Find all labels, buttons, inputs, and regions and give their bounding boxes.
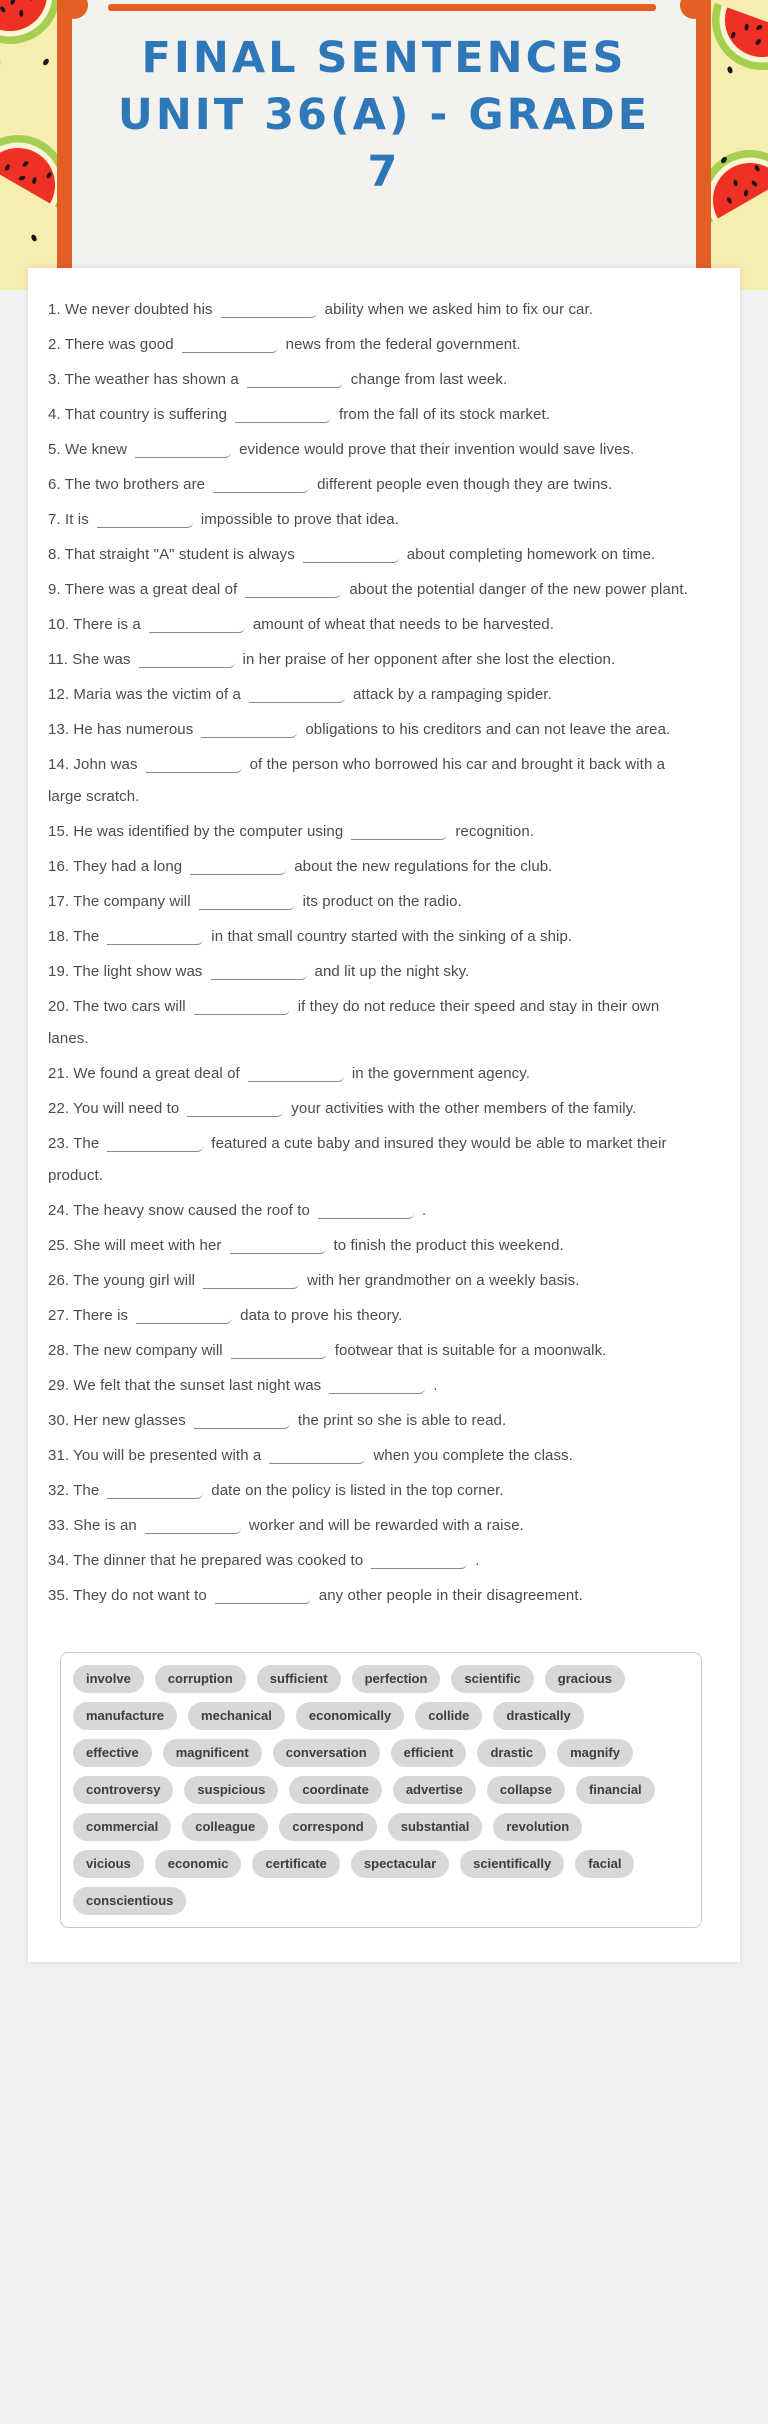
sentence-text-pre: 10. There is a [48, 616, 141, 633]
sentence-text-pre: 23. The [48, 1135, 100, 1152]
sentence [48, 539, 700, 571]
frame-bar-left [57, 0, 72, 290]
word-bank-row [73, 1702, 691, 1730]
sentence [48, 1370, 700, 1402]
sentence-text-post: its product on the radio. [302, 893, 462, 910]
sentence-text-post: attack by a rampaging spider. [352, 686, 552, 703]
sentence-text-post: to finish the product this weekend. [333, 1237, 564, 1254]
sentence-text-pre: 32. The [48, 1482, 100, 1499]
sentence [48, 364, 700, 396]
sentence-text-post: impossible to prove that idea. [200, 511, 399, 528]
answer-blank[interactable] [182, 336, 278, 353]
answer-blank[interactable] [249, 686, 345, 703]
sentence-text-post: the print so she is able to read. [297, 1412, 507, 1429]
word-bank-row [73, 1739, 691, 1767]
word-chip[interactable]: corruption [155, 1665, 246, 1693]
answer-blank[interactable] [203, 1272, 299, 1289]
sentence [48, 469, 700, 501]
sentence-text-pre: 24. The heavy snow caused the roof to [48, 1202, 310, 1219]
word-chip[interactable]: involve [73, 1665, 144, 1693]
answer-blank[interactable] [215, 1587, 311, 1604]
sentence-text-post: different people even though they are twins. [317, 476, 613, 493]
sentence-text-post: featured a cute baby and insured they would be able to market their product. [48, 1135, 667, 1184]
title-line-3: 7 [367, 147, 401, 197]
word-chip[interactable]: controversy [73, 1776, 173, 1804]
word-chip[interactable]: colleague [182, 1813, 268, 1841]
answer-blank[interactable] [107, 1135, 203, 1152]
answer-blank[interactable] [351, 823, 447, 840]
sentence [48, 1545, 700, 1577]
word-bank-row [73, 1665, 691, 1693]
sentence-text-pre: 31. You will be presented with a [48, 1447, 262, 1464]
sentence-list [48, 294, 718, 1612]
answer-blank[interactable] [135, 441, 231, 458]
sentence-text-pre: 8. That straight "A" student is always [48, 546, 295, 563]
sentence [48, 1510, 700, 1542]
sentence [48, 1440, 700, 1472]
word-chip[interactable]: economically [296, 1702, 404, 1730]
word-chip[interactable]: advertise [393, 1776, 476, 1804]
sentence [48, 609, 700, 641]
word-chip[interactable]: commercial [73, 1813, 171, 1841]
sentence-text-post: in that small country started with the sinking of a ship. [211, 928, 573, 945]
answer-blank[interactable] [318, 1202, 414, 1219]
answer-blank[interactable] [269, 1447, 365, 1464]
sentence [48, 679, 700, 711]
sentence-text-pre: 17. The company will [48, 893, 191, 910]
sentence-text-post: in the government agency. [351, 1065, 530, 1082]
sentence-text-post: if they do not reduce their speed and stay in their own lanes. [48, 998, 660, 1047]
sentence [48, 399, 700, 431]
sentence-text-pre: 29. We felt that the sunset last night was [48, 1377, 322, 1394]
sentence-text-pre: 5. We knew [48, 441, 128, 458]
sentence-text-pre: 26. The young girl will [48, 1272, 196, 1289]
sentence-text-post: ability when we asked him to fix our car. [324, 301, 594, 318]
answer-blank[interactable] [213, 476, 309, 493]
sentence-text-post: your activities with the other members of the family. [291, 1100, 637, 1117]
watermelon-pattern-left-icon [0, 0, 58, 290]
sentence-text-pre: 16. They had a long [48, 858, 183, 875]
word-chip[interactable]: magnificent [163, 1739, 262, 1767]
sentence-text-post: amount of wheat that needs to be harvested. [252, 616, 555, 633]
answer-blank[interactable] [146, 756, 242, 773]
sentence-text-pre: 18. The [48, 928, 100, 945]
frame-bar-right [696, 0, 711, 290]
sentence-text-pre: 30. Her new glasses [48, 1412, 186, 1429]
sentence-text-pre: 20. The two cars will [48, 998, 186, 1015]
word-bank [60, 1652, 702, 1928]
answer-blank[interactable] [149, 616, 245, 633]
answer-blank[interactable] [221, 301, 317, 318]
sentence [48, 294, 700, 326]
word-chip[interactable]: sufficient [257, 1665, 341, 1693]
sentence-text-post: about the potential danger of the new power plant. [349, 581, 688, 598]
sentence-text-pre: 13. He has numerous [48, 721, 194, 738]
sentence-text-post: about completing homework on time. [406, 546, 656, 563]
sentence-text-pre: 3. The weather has shown a [48, 371, 239, 388]
word-bank-row [73, 1813, 691, 1841]
word-chip[interactable]: scientific [451, 1665, 533, 1693]
word-chip[interactable]: gracious [545, 1665, 625, 1693]
answer-blank[interactable] [136, 1307, 232, 1324]
sentence [48, 851, 700, 883]
answer-blank[interactable] [248, 1065, 344, 1082]
word-chip[interactable]: conversation [273, 1739, 380, 1767]
sentence-text-post: in her praise of her opponent after she lost the election. [242, 651, 616, 668]
word-chip[interactable]: mechanical [188, 1702, 285, 1730]
answer-blank[interactable] [201, 721, 297, 738]
answer-blank[interactable] [190, 858, 286, 875]
sentence [48, 504, 700, 536]
answer-blank[interactable] [211, 963, 307, 980]
sentence [48, 1058, 700, 1090]
sentence [48, 749, 700, 813]
word-bank-row [73, 1776, 691, 1804]
answer-blank[interactable] [245, 581, 341, 598]
word-bank-row [73, 1887, 691, 1915]
word-chip[interactable]: manufacture [73, 1702, 177, 1730]
word-chip[interactable]: efficient [391, 1739, 467, 1767]
sentence-text-post: and lit up the night sky. [314, 963, 470, 980]
sentence-text-pre: 6. The two brothers are [48, 476, 206, 493]
answer-blank[interactable] [107, 1482, 203, 1499]
sentence-text-post: any other people in their disagreement. [318, 1587, 583, 1604]
sentence-text-pre: 27. There is [48, 1307, 129, 1324]
word-chip[interactable]: revolution [493, 1813, 582, 1841]
sentence-text-pre: 35. They do not want to [48, 1587, 207, 1604]
sentence-text-post: worker and will be rewarded with a raise. [248, 1517, 524, 1534]
sentence-text-post: footwear that is suitable for a moonwalk. [334, 1342, 607, 1359]
sentence-text-pre: 11. She was [48, 651, 131, 668]
sentence-text-pre: 12. Maria was the victim of a [48, 686, 241, 703]
sentence [48, 1265, 700, 1297]
sentence [48, 1335, 700, 1367]
worksheet-card [28, 268, 740, 1962]
answer-blank[interactable] [145, 1517, 241, 1534]
sentence [48, 644, 700, 676]
answer-blank[interactable] [194, 998, 290, 1015]
sentence-text-pre: 14. John was [48, 756, 138, 773]
word-chip[interactable]: spectacular [351, 1850, 449, 1878]
word-chip[interactable]: conscientious [73, 1887, 186, 1915]
word-chip[interactable]: facial [575, 1850, 634, 1878]
answer-blank[interactable] [303, 546, 399, 563]
sentence [48, 1300, 700, 1332]
answer-blank[interactable] [247, 371, 343, 388]
sentence-text-pre: 33. She is an [48, 1517, 137, 1534]
word-bank-row [73, 1850, 691, 1878]
sentence [48, 1475, 700, 1507]
sentence [48, 574, 700, 606]
word-chip[interactable]: economic [155, 1850, 242, 1878]
sentence-text-post: obligations to his creditors and can not leave the area. [305, 721, 671, 738]
sentence [48, 1128, 700, 1192]
answer-blank[interactable] [194, 1412, 290, 1429]
answer-blank[interactable] [199, 893, 295, 910]
answer-blank[interactable] [230, 1237, 326, 1254]
sentence-text-post: . [475, 1552, 480, 1569]
sentence-text-post: news from the federal government. [285, 336, 521, 353]
title-line-1: FINAL SENTENCES [141, 33, 627, 83]
answer-blank[interactable] [107, 928, 203, 945]
sentence [48, 1580, 700, 1612]
word-chip[interactable]: perfection [352, 1665, 441, 1693]
sentence [48, 329, 700, 361]
sentence [48, 714, 700, 746]
title-line-2: UNIT 36(A) - GRADE [117, 90, 651, 140]
sentence-text-post: date on the policy is listed in the top corner. [211, 1482, 504, 1499]
sentence-text-pre: 22. You will need to [48, 1100, 180, 1117]
word-chip[interactable]: vicious [73, 1850, 144, 1878]
sentence [48, 886, 700, 918]
sentence-text-pre: 21. We found a great deal of [48, 1065, 240, 1082]
sentence-text-post: from the fall of its stock market. [339, 406, 550, 423]
sentence-text-post: data to prove his theory. [240, 1307, 403, 1324]
sentence-text-post: with her grandmother on a weekly basis. [307, 1272, 580, 1289]
word-chip[interactable]: coordinate [289, 1776, 381, 1804]
answer-blank[interactable] [371, 1552, 467, 1569]
sentence [48, 921, 700, 953]
word-chip[interactable]: financial [576, 1776, 655, 1804]
word-chip[interactable]: certificate [252, 1850, 339, 1878]
word-chip[interactable]: correspond [279, 1813, 377, 1841]
sentence-text-pre: 34. The dinner that he prepared was cooked to [48, 1552, 364, 1569]
frame-bar-top [108, 4, 656, 11]
word-chip[interactable]: drastically [493, 1702, 583, 1730]
sentence-text-post: . [433, 1377, 438, 1394]
sentence-text-post: of the person who borrowed his car and brought it back with a large scratch. [48, 756, 666, 805]
sentence-text-pre: 15. He was identified by the computer using [48, 823, 344, 840]
sentence-text-post: . [421, 1202, 427, 1219]
sentence-text-pre: 7. It is [48, 511, 89, 528]
word-chip[interactable]: drastic [477, 1739, 546, 1767]
sentence-text-pre: 9. There was a great deal of [48, 581, 238, 598]
sentence [48, 1230, 700, 1262]
word-chip[interactable]: collapse [487, 1776, 565, 1804]
answer-blank[interactable] [329, 1377, 425, 1394]
answer-blank[interactable] [187, 1100, 283, 1117]
worksheet-header [0, 0, 768, 290]
word-chip[interactable]: collide [415, 1702, 482, 1730]
sentence-text-post: when you complete the class. [373, 1447, 573, 1464]
watermelon-pattern-right-icon [710, 0, 768, 290]
answer-blank[interactable] [231, 1342, 327, 1359]
word-chip[interactable]: substantial [388, 1813, 483, 1841]
sentence-text-pre: 1. We never doubted his [48, 301, 213, 318]
answer-blank[interactable] [97, 511, 193, 528]
sentence [48, 434, 700, 466]
word-chip[interactable]: magnify [557, 1739, 633, 1767]
sentence-text-post: evidence would prove that their invention would save lives. [239, 441, 635, 458]
word-chip[interactable]: suspicious [184, 1776, 278, 1804]
sentence-text-pre: 19. The light show was [48, 963, 203, 980]
sentence-text-post: change from last week. [350, 371, 508, 388]
sentence [48, 1405, 700, 1437]
sentence-text-pre: 2. There was good [48, 336, 174, 353]
sentence-text-post: about the new regulations for the club. [294, 858, 553, 875]
sentence [48, 1093, 700, 1125]
sentence-text-pre: 28. The new company will [48, 1342, 223, 1359]
word-chip[interactable]: scientifically [460, 1850, 564, 1878]
answer-blank[interactable] [139, 651, 235, 668]
answer-blank[interactable] [235, 406, 331, 423]
sentence-text-pre: 25. She will meet with her [48, 1237, 222, 1254]
word-chip[interactable]: effective [73, 1739, 152, 1767]
sentence-text-post: recognition. [455, 823, 535, 840]
sentence [48, 1195, 700, 1227]
sentence [48, 991, 700, 1055]
worksheet-title [72, 30, 696, 201]
sentence-text-pre: 4. That country is suffering [48, 406, 228, 423]
sentence [48, 816, 700, 848]
sentence [48, 956, 700, 988]
